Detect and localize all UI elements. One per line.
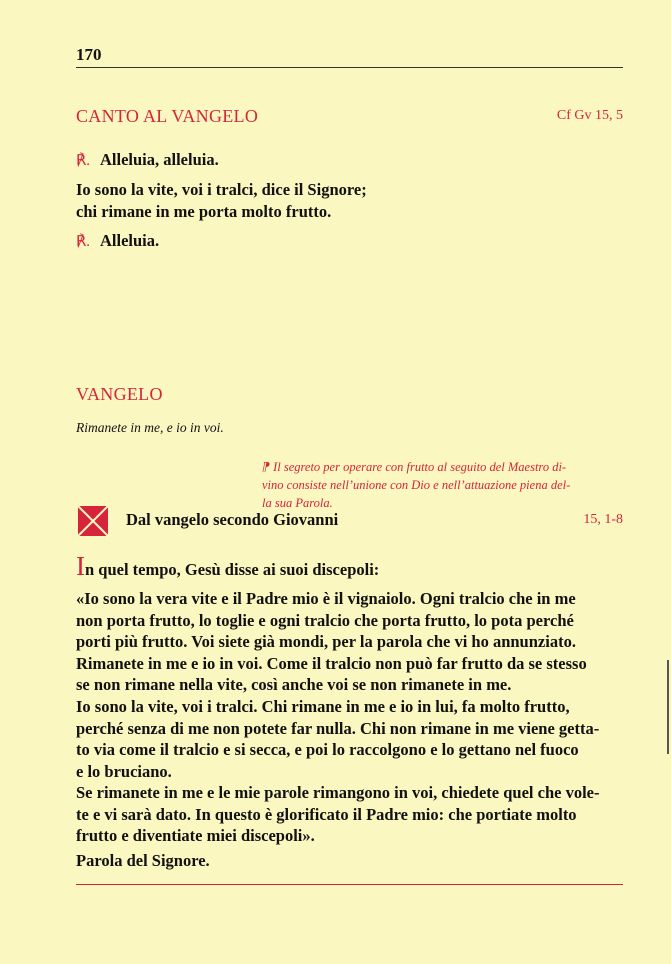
gospel-title: VANGELO (76, 384, 163, 404)
note-line: Il segreto per operare con frutto al seguito del Maestro di- (273, 460, 567, 474)
gospel-paragraph-3: Se rimanete in me e le mie parole rimangono in voi, chiedete quel che vole- te e vi sarà dato. In questo è glorificato il Padre mio: che portiate molto frutto e diventiate miei discepoli». (76, 783, 600, 846)
gospel-opening: In quel tempo, Gesù disse ai suoi discepoli: (76, 551, 380, 581)
response-symbol: ℟. (76, 153, 91, 169)
gospel-subtitle: Rimanete in me, e io in voi. (76, 420, 224, 435)
note-symbol: ⁋ (262, 460, 270, 474)
acclamation-line-1: ℟. Alleluia, alleluia. (76, 150, 219, 169)
gospel-paragraph-1: «Io sono la vera vite e il Padre mio è il vignaiolo. Ogni tralcio che in me non porta frutto, lo toglie e ogni tralcio che porta frutto, lo pota perché porti più frutto. Voi siete già mondi, per la parola che vi ho annunziato. Rimanete in me e io in voi. Come il tralcio non può far frutto da se stesso se non rimane nella vite, così anche voi se non rimanete in me. (76, 589, 587, 695)
note-line: vino consiste nell’unione con Dio e nell’attuazione piena del- (262, 478, 571, 492)
acclamation-reference: Cf Gv 15, 5 (556, 108, 623, 123)
acclamation-final: ℟. Alleluia. (76, 231, 160, 250)
drop-cap: I (76, 551, 85, 581)
header-rule (76, 67, 623, 68)
page-number: 170 (76, 45, 102, 64)
maltese-cross-icon (76, 504, 110, 538)
gospel-paragraph-2: Io sono la vite, voi i tralci. Chi rimane in me e io in lui, fa molto frutto, perché senza di me non potete far nulla. Chi non rimane in me viene getta- to via come il tralcio e si secca, e poi lo raccolgono e lo gettano nel fuoco e lo bruciano. (76, 697, 600, 781)
response-symbol: ℟. (76, 234, 91, 250)
margin-mark (667, 660, 669, 754)
gospel-reference: 15, 1-8 (583, 512, 623, 527)
acclamation-verse-1: Io sono la vite, voi i tralci, dice il Signore; (76, 180, 367, 199)
acclamation-verse-2: chi rimane in me porta molto frutto. (76, 202, 332, 221)
note-line: la sua Parola. (262, 496, 333, 510)
acclamation-title: CANTO AL VANGELO (76, 106, 259, 126)
footer-rule (76, 884, 623, 885)
gospel-closing: Parola del Signore. (76, 851, 210, 870)
gospel-intro: Dal vangelo secondo Giovanni (126, 510, 339, 529)
gospel-note (262, 458, 624, 512)
